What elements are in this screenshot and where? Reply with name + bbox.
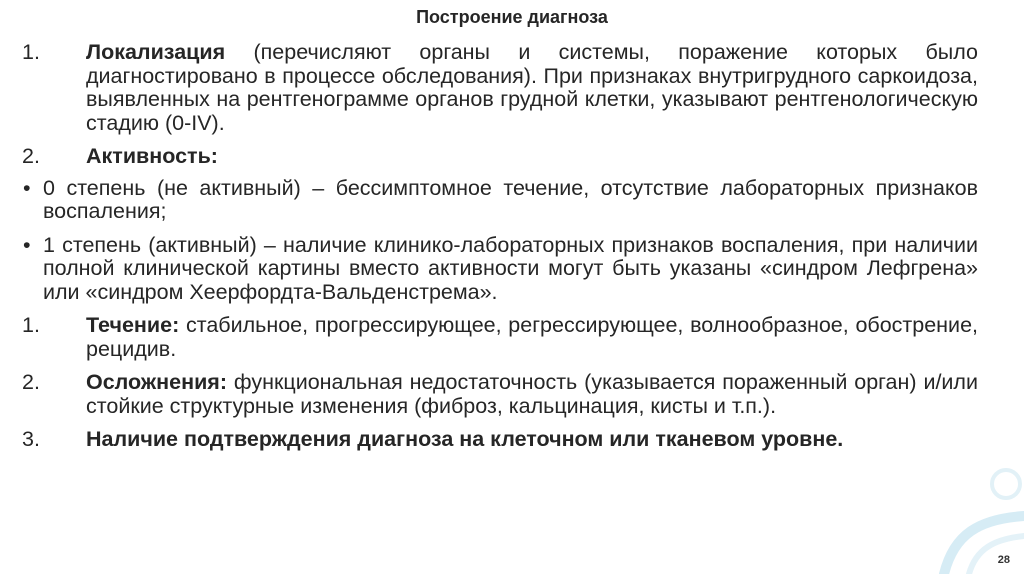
item-number: 2. (22, 144, 40, 168)
item-number: 2. (22, 370, 40, 394)
item-heading: Наличие подтверждения диагноза на клеточном или тканевом уровне. (86, 427, 844, 451)
item-number: 1. (22, 313, 40, 337)
bullet-mark: • (23, 232, 31, 257)
list-item-activity (22, 145, 978, 169)
item-text (86, 145, 978, 169)
bullet-item-degree-0 (22, 177, 978, 224)
stethoscope-decoration-icon (884, 424, 1024, 574)
item-text (86, 371, 978, 418)
bullet-text: 0 степень (не активный) – бессимптомное течение, отсутствие лабораторных признаков воспаления; (43, 175, 978, 223)
list-item-complications (22, 371, 978, 418)
page-number: 28 (997, 554, 1010, 566)
list-item-confirmation (22, 428, 978, 452)
item-heading: Локализация (86, 40, 226, 64)
item-number: 3. (22, 427, 40, 451)
item-heading: Активность: (86, 144, 218, 168)
item-body: стабильное, прогрессирующее, регрессирующее, волнообразное, обострение, рецидив. (86, 313, 978, 361)
slide-content (22, 41, 978, 462)
item-heading: Течение: (86, 313, 180, 337)
bullet-mark: • (23, 175, 31, 200)
item-body: функциональная недостаточность (указывается пораженный орган) и/или стойкие структурные изменения (фиброз, кальцинация, кисты и т.п.). (86, 370, 978, 418)
item-text (86, 41, 978, 135)
item-number: 1. (22, 40, 40, 64)
list-item-course (22, 314, 978, 361)
item-text (86, 314, 978, 361)
bullet-item-degree-1 (22, 234, 978, 305)
item-body: (перечисляют органы и системы, поражение которых было диагностировано в процессе обследования). При признаках внутригрудного саркоидоза, выявленных на рентгенограмме органов грудной клетки, указывают рентгенологическую стадию (0-IV). (86, 40, 978, 135)
item-text (86, 428, 978, 452)
slide-title: Построение диагноза (416, 7, 608, 27)
item-heading: Осложнения: (86, 370, 227, 394)
list-item-localization (22, 41, 978, 135)
bullet-text: 1 степень (активный) – наличие клинико-лабораторных признаков воспаления, при наличии полной клинической картины вместо активности могут быть указаны «синдром Лефгрена» или «синдром Хеерфордта-Вальденстрема». (43, 232, 978, 304)
